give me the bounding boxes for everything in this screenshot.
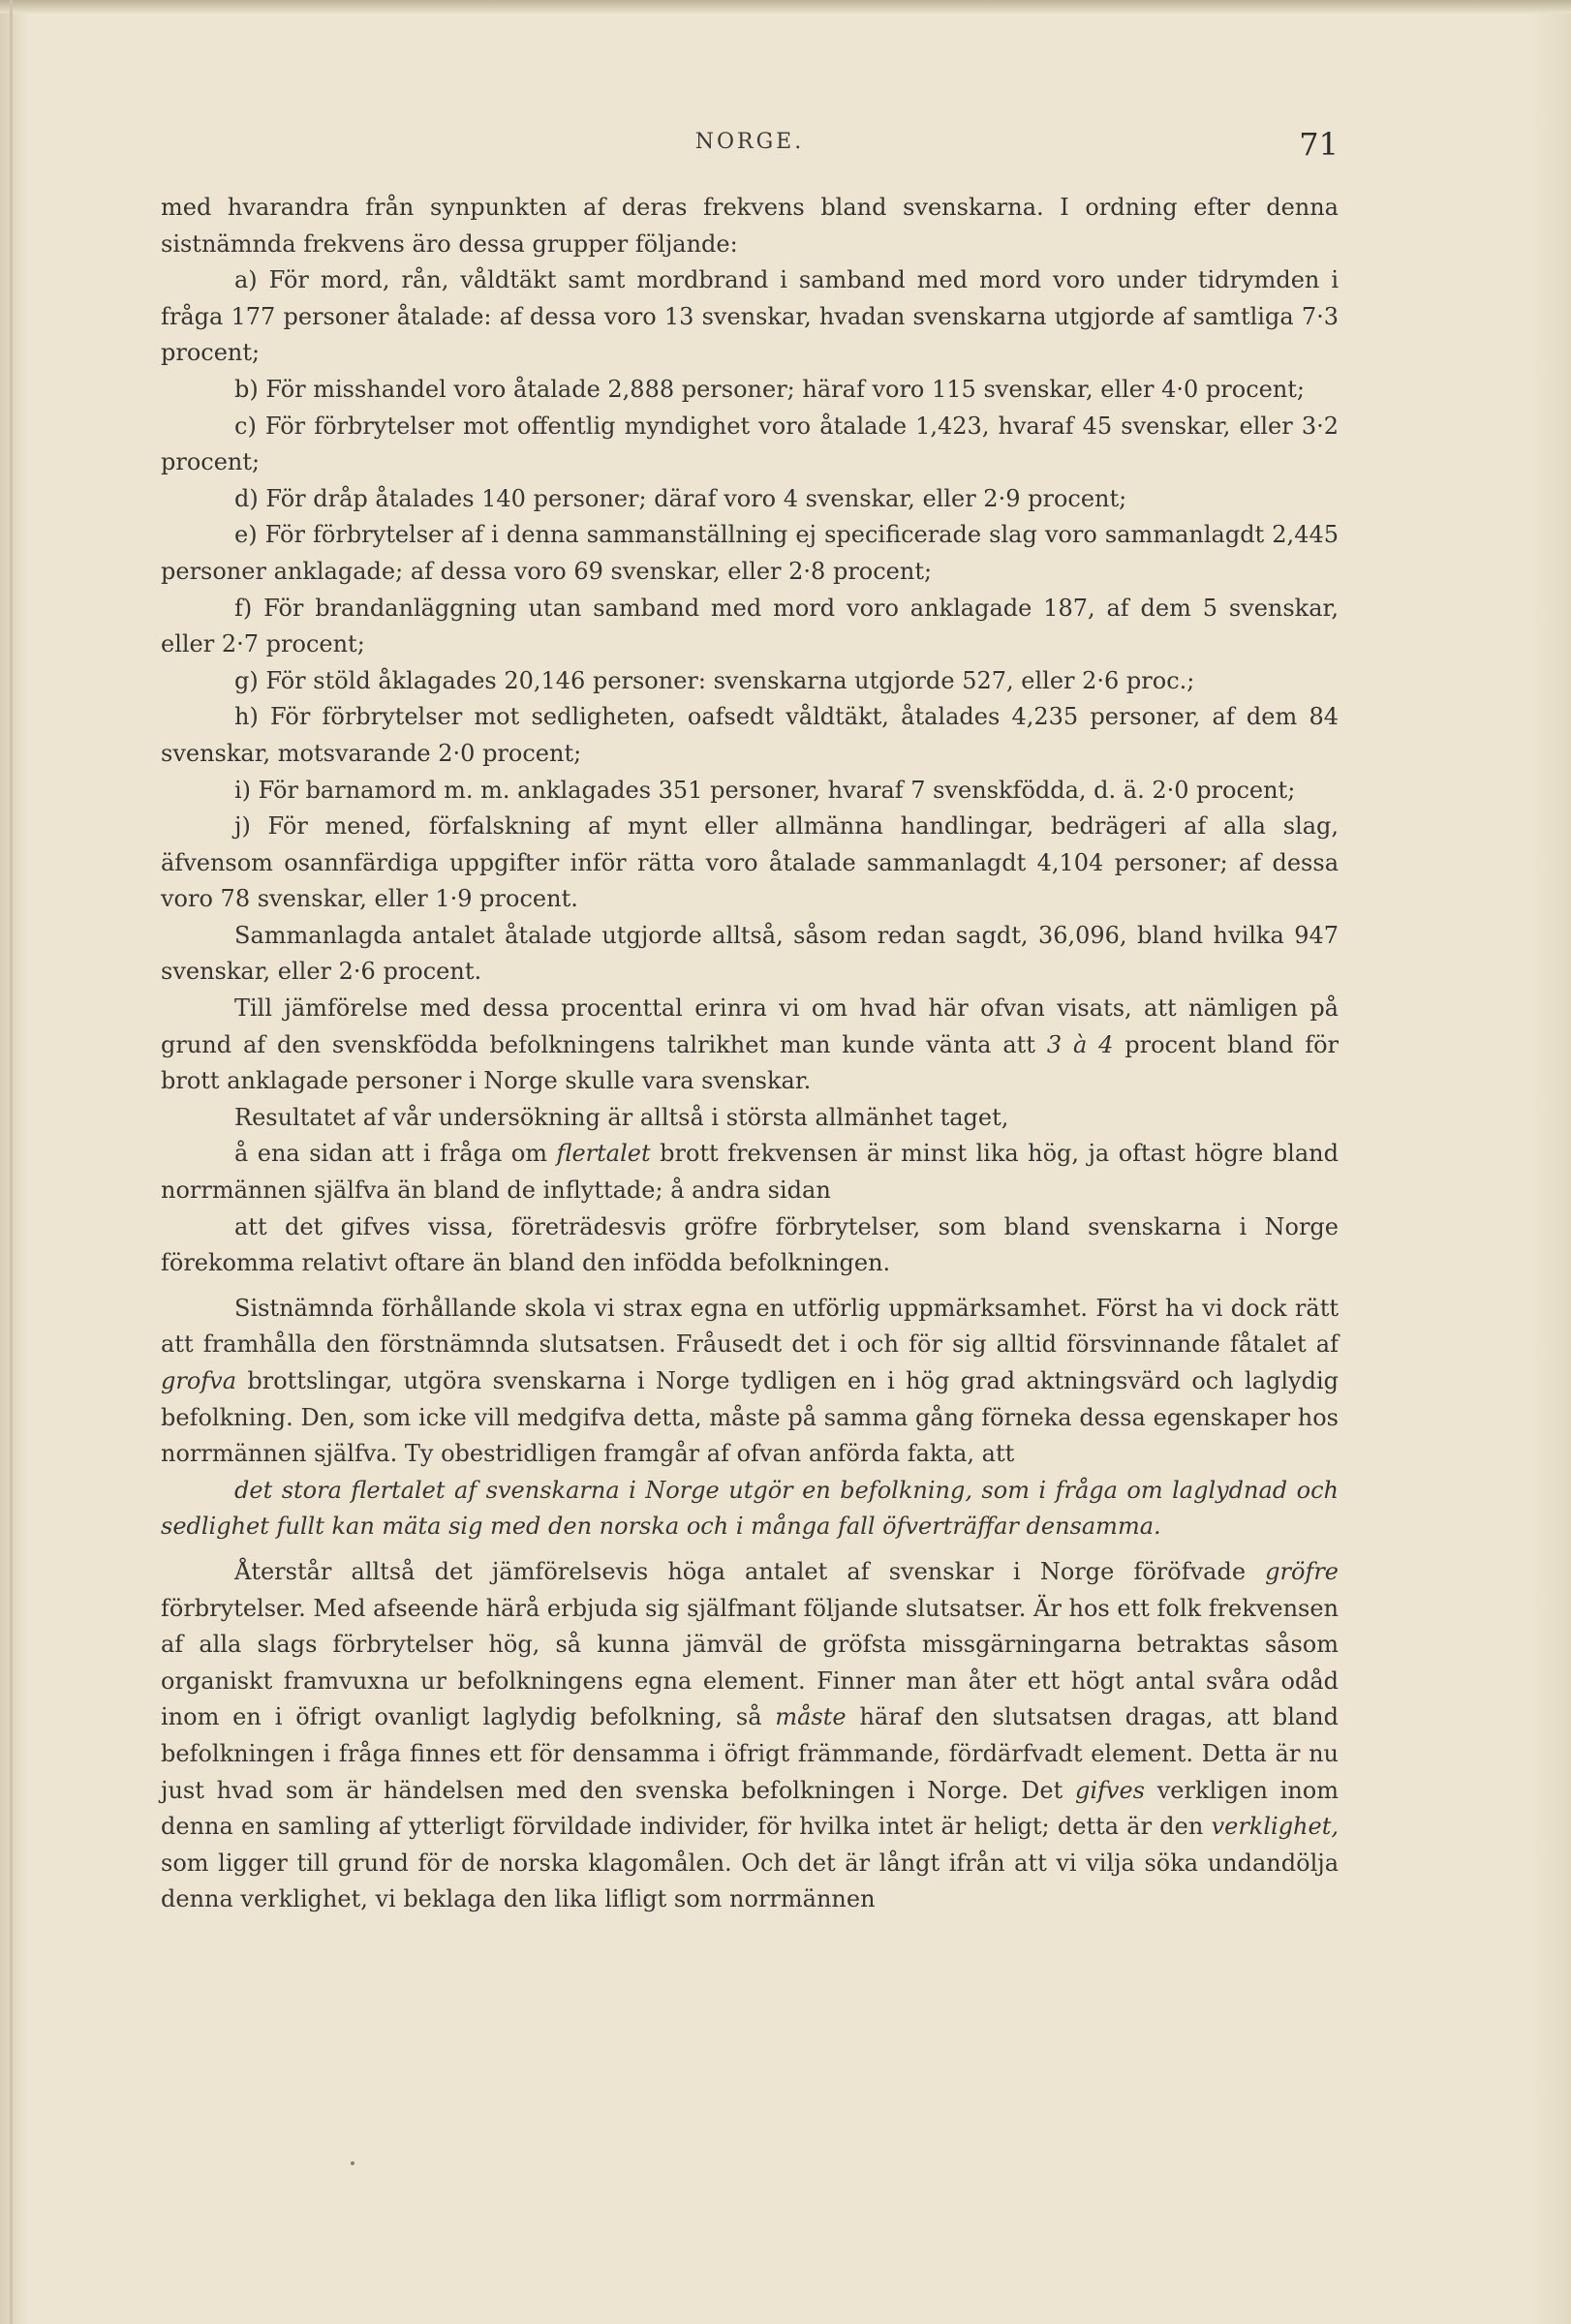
text-run: å ena sidan att i fråga om [234,1140,557,1168]
list-item-b: b) För misshandel voro åtalade 2,888 personer; häraf voro 115 svenskar, eller 4·0 procent; [234,375,1306,403]
text-run: som ligger till grund för de norska klagomålen. Och det är långt ifrån att vi vilja söka undandölja denna verklighet, vi beklaga den lika lifligt som norrmännen [161,1849,1339,1913]
page-top-edge [0,0,1571,14]
text-run: Återstår alltså det jämförelsevis höga antalet af svenskar i Norge föröfvade [234,1557,1266,1585]
paragraph-total: Sammanlagda antalet åtalade utgjorde alltså, såsom redan sagdt, 36,096, bland hvilka 947 svenskar, eller 2·6 procent. [161,921,1339,986]
list-item-h: h) För förbrytelser mot sedligheten, oafsedt våldtäkt, åtalades 4,235 personer, af dem 84 svenskar, motsvarande 2·0 procent; [161,703,1339,767]
emphasis: måste [775,1703,847,1731]
emphasis: flertalet [556,1140,651,1168]
list-item-j: j) För mened, förfalskning af mynt eller allmänna handlingar, bedrägeri af alla slag, äfvensom osannfärdiga uppgifter inför rätta voro åtalade sammanlagdt 4,104 personer; af dessa voro 78 svenskar, eller 1·9 procent. [161,812,1339,913]
list-item-i: i) För barnamord m. m. anklagades 351 personer, hvaraf 7 svenskfödda, d. ä. 2·0 procent; [234,776,1296,804]
page-header [161,126,1339,172]
text-run: brottslingar, utgöra svenskarna i Norge tydligen en i hög grad aktningsvärd och laglydig befolkning. Den, som icke vill medgifva detta, måste på samma gång förneka dessa egenskaper hos norrmännen själfva. Ty obestridligen framgår af ofvan anförda fakta, att [161,1367,1339,1468]
emphasis: gifves [1075,1776,1145,1804]
list-item-g: g) För stöld åklagades 20,146 personer: svenskarna utgjorde 527, eller 2·6 proc.; [234,666,1195,694]
ink-speck [351,2161,354,2165]
text-run: häraf den slutsatsen dragas, att bland befolkningen i fråga finnes ett för densamma i öfrigt främmande, fördärfvadt element. Detta är nu just hvad som är händelsen med den svenska befolkningen i Norge. Det [161,1703,1340,1804]
list-item-f: f) För brandanläggning utan samband med mord voro anklagade 187, af dem 5 svenskar, eller 2·7 procent; [161,594,1339,658]
text-run: brott frekvensen är minst lika hög, ja oftast högre bland norrmännen själfva än bland de inflyttade; å andra sidan [161,1140,1339,1205]
emphasis: gröfre [1265,1557,1339,1585]
paragraph: med hvarandra från synpunkten af deras frekvens bland svenskarna. I ordning efter denna sistnämnda frekvens äro dessa grupper följande: [161,194,1339,258]
emphasis: verklighet, [1211,1813,1339,1841]
list-item-a: a) För mord, rån, våldtäkt samt mordbrand i samband med mord voro under tidrymden i fråga 177 personer åtalade: af dessa voro 13 svenskar, hvadan svenskarna utgjorde af samtliga 7·3 procent; [161,266,1339,367]
paragraph-result: Resultatet af vår undersökning är alltså i största allmänhet taget, [234,1103,1009,1131]
text-run: Sistnämnda förhållande skola vi strax egna en utförlig uppmärksamhet. Först ha vi dock rätt att framhålla den förstnämnda slutsatsen. Fråusedt det i och för sig alltid försvinnande fåtalet af [161,1294,1339,1359]
paragraph-comparison [161,991,1339,1100]
running-head: NORGE. [694,130,805,154]
page-number: 71 [1299,126,1339,163]
paragraph-result-a [161,1136,1339,1208]
paragraph-result-b: att det gifves vissa, företrädesvis gröfre förbrytelser, som bland svenskarna i Norge förekomma relativt oftare än bland den infödda befolkningen. [161,1212,1339,1277]
list-item-e: e) För förbrytelser af i denna sammanställning ej specificerade slag voro sammanlagdt 2,445 personer anklagade; af dessa voro 69 svenskar, eller 2·8 procent; [161,521,1339,585]
paragraph-discussion [161,1291,1339,1473]
text-run: verkligen inom denna en samling af ytterligt förvildade individer, för hvilka intet är heligt; detta är den [161,1776,1339,1841]
italic-conclusion: det stora flertalet af svenskarna i Norge utgör en befolkning, som i fråga om laglydnad och sedlighet fullt kan mäta sig med den norska och i många fall öfverträffar densamma. [161,1476,1339,1541]
list-item-d: d) För dråp åtalades 140 personer; däraf voro 4 svenskar, eller 2·9 procent; [234,484,1127,512]
list-item-c: c) För förbrytelser mot offentlig myndighet voro åtalade 1,423, hvaraf 45 svenskar, eller 3·2 procent; [161,412,1339,476]
text-run: förbrytelser. Med afseende härå erbjuda sig själfmant följande slutsatser. Är hos ett folk frekvensen af alla slags förbrytelser hög, så kunna jämväl de gröfsta missgärningarna betraktas såsom organiskt framvuxna ur befolkningens egna element. Finner man åter ett högt antal svåra odåd inom en i öfrigt ovanligt laglydig befolkning, så [161,1594,1339,1731]
text-run: procent bland för brott anklagade personer i Norge skulle vara svenskar. [161,1030,1339,1095]
emphasis: grofva [161,1367,237,1394]
body-text [161,190,1339,1918]
page-binding-edge [10,0,13,2324]
paragraph-final [161,1554,1339,1918]
emphasis: 3 à 4 [1046,1030,1114,1058]
text-run: Till jämförelse med dessa procenttal erinra vi om hvad här ofvan visats, att nämligen på grund af den svenskfödda befolkningens talrikhet man kunde vänta att [161,994,1339,1058]
